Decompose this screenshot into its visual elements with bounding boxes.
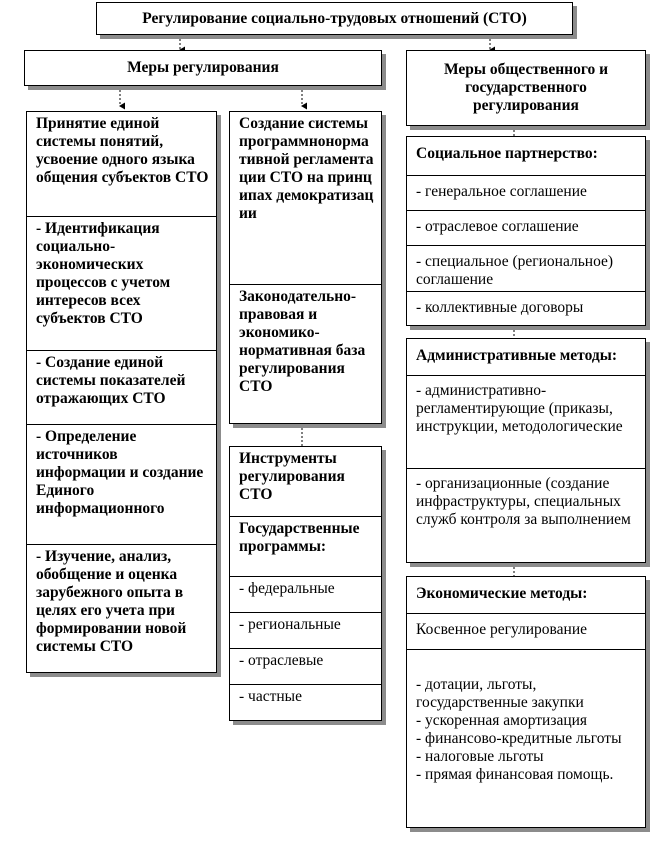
right-header-text: Меры общественного и государственного регулирования [443, 61, 609, 114]
social-partnership-box [406, 136, 646, 326]
sp-collective-agreements: - коллективные договоры [407, 291, 645, 327]
admin-organizational: - организационные (создание инфраструктуры, специальных служб контроля за выполнением [407, 468, 645, 564]
program-federal: - федеральные [230, 576, 381, 612]
column-1-box [26, 111, 217, 673]
title-text: Регулирование социально-трудовых отношений (СТО) [142, 9, 527, 27]
economic-methods-box [406, 576, 646, 828]
sp-sectoral-agreement: - отраслевое соглашение [407, 210, 645, 245]
left-header-box [24, 50, 382, 86]
left-header-text: Меры регулирования [127, 59, 279, 76]
state-programs-heading: Государственные программы: [230, 516, 381, 576]
program-regional: - региональные [230, 612, 381, 648]
right-header-box [406, 50, 646, 126]
col2-item-1: Создание системы программнонормативной регламентации СТО на принципах демократизации [239, 115, 374, 222]
col1-item-2: - Идентификация социально-экономических процессов с учетом интересов всех субъектов СТО [27, 216, 216, 350]
sp-general-agreement: - генеральное соглашение [407, 175, 645, 210]
administrative-heading: Административные методы: [416, 347, 617, 364]
social-partnership-heading: Социальное партнерство: [416, 145, 598, 162]
col1-item-1: Принятие единой системы понятий, усвоение одного языка общения субъектов СТО [36, 115, 209, 186]
economic-measures-list: - дотации, льготы, государственные закупки - ускоренная амортизация - финансово-кредитные льготы - налоговые льготы - прямая финансовая помощь. [407, 649, 645, 829]
col2-item-2: Законодательно-правовая и экономико-нормативная база регулирования СТО [230, 284, 381, 425]
economic-heading: Экономические методы: [416, 585, 588, 602]
title-box [96, 2, 573, 35]
column-2-bottom-box [229, 446, 382, 721]
tools-heading: Инструменты регулирования СТО [239, 450, 345, 503]
program-sectoral: - отраслевые [230, 648, 381, 684]
col1-item-3: - Создание единой системы показателей отражающих СТО [27, 350, 216, 424]
admin-regulating: - административно-регламентирующие (приказы, инструкции, методологические [407, 375, 645, 468]
col1-item-4: - Определение источников информации и создание Единого информационного [27, 424, 216, 544]
column-2-top-box [229, 111, 382, 424]
indirect-regulation: Косвенное регулирование [407, 613, 645, 649]
col1-item-5: - Изучение, анализ, обобщение и оценка зарубежного опыта в целях его учета при формировании новой системы СТО [27, 544, 216, 674]
administrative-methods-box [406, 338, 646, 563]
sp-special-agreement: - специальное (региональное) соглашение [407, 245, 645, 291]
program-private: - частные [230, 684, 381, 722]
